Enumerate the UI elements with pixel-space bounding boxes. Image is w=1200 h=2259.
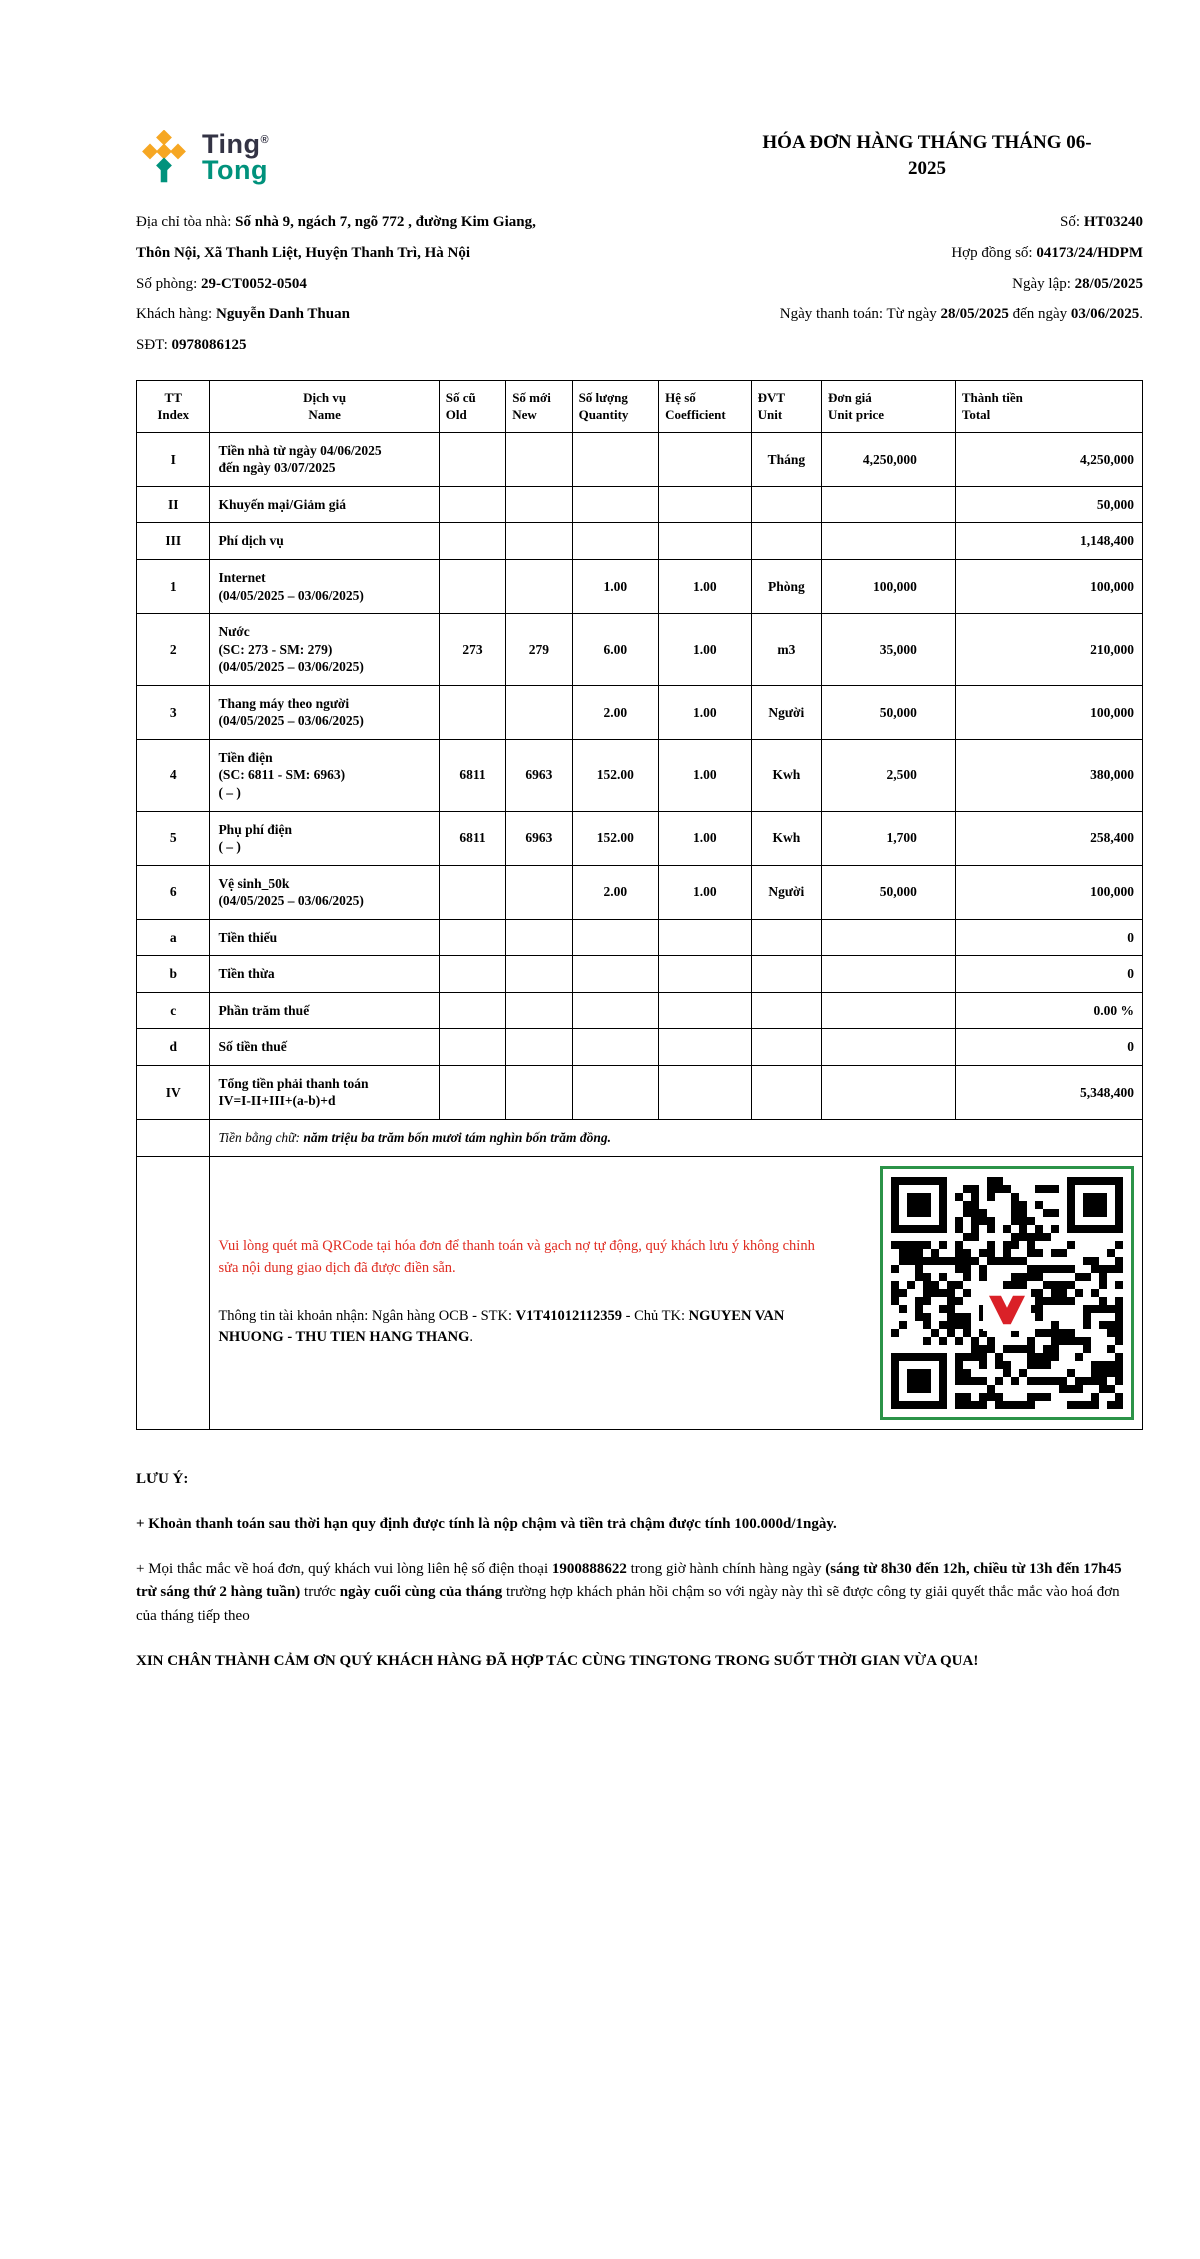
payment-period: Ngày thanh toán: Từ ngày 28/05/2025 đến ngày 03/06/2025. [779,306,1143,323]
cell-total: 100,000 [955,865,1142,919]
contract-number: Hợp đồng số: 04173/24/HDPM [951,244,1143,261]
cell-new [506,919,572,956]
amount-in-words: Tiền bằng chữ: năm triệu ba trăm bốn mươi tám nghìn bốn trăm đồng. [210,1119,1143,1156]
table-row [137,486,1143,523]
thank-you-message: XIN CHÂN THÀNH CẢM ƠN QUÝ KHÁCH HÀNG ĐÃ HỢP TÁC CÙNG TINGTONG TRONG SUỐT THỜI GIAN VỪA QUA! [136,1652,979,1669]
cell-quantity [572,956,659,993]
cell-coefficient [659,919,752,956]
col-header-new: Số mới New [506,380,572,432]
customer-name: Khách hàng: Nguyễn Danh Thuan [136,306,350,323]
cell-new: 6963 [506,811,572,865]
cell-name: Khuyến mại/Giảm giá [210,486,439,523]
cell-new [506,865,572,919]
cell-total: 5,348,400 [955,1065,1142,1119]
note-contact: + Mọi thắc mắc về hoá đơn, quý khách vui lòng liên hệ số điện thoại 1900888622 trong giờ hành chính hàng ngày (sáng từ 8h30 đến 12h, chiều từ 13h đến 17h45 trừ sáng thứ 2 hàng tuần) trước ngày cuối cùng của tháng trường hợp khách phản hồi chậm so với ngày này thì sẽ được công ty giải quyết thắc mắc vào hoá đơn của tháng tiếp theo [136,1561,1122,1624]
cell-quantity [572,919,659,956]
cell-unit-price: 100,000 [822,560,956,614]
cell-total: 258,400 [955,811,1142,865]
cell-total: 0 [955,919,1142,956]
cell-coefficient: 1.00 [659,865,752,919]
invoice-meta [136,212,1143,366]
cell-unit [751,486,821,523]
cell-quantity [572,1065,659,1119]
cell-unit: Phòng [751,560,821,614]
cell-unit-price: 35,000 [822,614,956,686]
cell-new [506,1029,572,1066]
cell-unit: Tháng [751,432,821,486]
cell-coefficient [659,523,752,560]
cell-new [506,685,572,739]
cell-total: 100,000 [955,685,1142,739]
cell-unit: m3 [751,614,821,686]
note-late-payment: + Khoản thanh toán sau thời hạn quy định được tính là nộp chậm và tiền trả chậm được tính 100.000d/1ngày. [136,1515,837,1532]
cell-empty [137,1119,210,1156]
qr-instruction-text: Vui lòng quét mã QRCode tại hóa đơn để thanh toán và gạch nợ tự động, quý khách lưu ý không chỉnh sửa nội dung giao dịch đã được điền sẵn. [218,1238,815,1276]
col-header-unit: ĐVT Unit [751,380,821,432]
cell-new: 279 [506,614,572,686]
cell-unit [751,956,821,993]
cell-name: Tổng tiền phải thanh toán IV=I-II+III+(a-b)+d [210,1065,439,1119]
cell-index: 4 [137,739,210,811]
cell-old [439,1065,505,1119]
cell-old [439,1029,505,1066]
cell-index: II [137,486,210,523]
cell-unit-price [822,956,956,993]
logo-wordmark [202,129,270,185]
cell-name: Nước (SC: 273 - SM: 279) (04/05/2025 – 03/06/2025) [210,614,439,686]
cell-coefficient: 1.00 [659,739,752,811]
table-row [137,1065,1143,1119]
cell-index: b [137,956,210,993]
cell-total: 1,148,400 [955,523,1142,560]
col-header-unit-price: Đơn giá Unit price [822,380,956,432]
cell-new [506,560,572,614]
tingtong-logo [136,130,269,186]
cell-new [506,523,572,560]
cell-total: 50,000 [955,486,1142,523]
cell-unit-price: 50,000 [822,685,956,739]
cell-unit [751,919,821,956]
cell-unit: Người [751,865,821,919]
cell-index: 6 [137,865,210,919]
cell-quantity [572,486,659,523]
cell-unit: Kwh [751,739,821,811]
logo-text-tong: Tong [202,155,268,185]
table-row [137,811,1143,865]
payment-qr-row [137,1156,1143,1429]
cell-total: 4,250,000 [955,432,1142,486]
cell-old [439,865,505,919]
invoice-title: HÓA ĐƠN HÀNG THÁNG THÁNG 06-2025 [762,132,1092,179]
customer-phone: SĐT: 0978086125 [136,337,247,353]
cell-new [506,992,572,1029]
cell-quantity [572,523,659,560]
building-address: Địa chỉ tòa nhà: Số nhà 9, ngách 7, ngõ 772 , đường Kim Giang, [136,214,536,230]
cell-name: Internet (04/05/2025 – 03/06/2025) [210,560,439,614]
cell-name: Tiền thiếu [210,919,439,956]
cell-unit-price [822,523,956,560]
table-header-row [137,380,1143,432]
cell-unit [751,1065,821,1119]
cell-unit-price: 2,500 [822,739,956,811]
cell-unit [751,992,821,1029]
cell-quantity [572,992,659,1029]
cell-index: 1 [137,560,210,614]
col-header-old: Số cũ Old [439,380,505,432]
cell-new: 6963 [506,739,572,811]
cell-quantity: 152.00 [572,811,659,865]
cell-coefficient [659,992,752,1029]
cell-name: Số tiền thuế [210,1029,439,1066]
table-row [137,614,1143,686]
cell-unit [751,523,821,560]
cell-quantity [572,1029,659,1066]
cell-index: d [137,1029,210,1066]
logo-text-ting: Ting® [202,129,270,160]
invoice-table-body [137,432,1143,1119]
footer-notes [136,1468,1143,1674]
cell-unit-price: 1,700 [822,811,956,865]
cell-index: I [137,432,210,486]
table-row [137,919,1143,956]
cell-new [506,1065,572,1119]
cell-index: 3 [137,685,210,739]
cell-old [439,486,505,523]
cell-coefficient [659,432,752,486]
tingtong-logo-icon [136,130,192,186]
table-row [137,560,1143,614]
cell-quantity: 6.00 [572,614,659,686]
col-header-quantity: Số lượng Quantity [572,380,659,432]
qr-code-frame [880,1166,1134,1420]
cell-quantity [572,432,659,486]
account-info: Thông tin tài khoản nhận: Ngân hàng OCB - STK: V1T41012112359 - Chủ TK: NGUYEN VAN NHUONG - THU TIEN HANG THANG. [218,1307,785,1346]
invoice-number: Số: HT03240 [1060,214,1143,230]
cell-name: Phụ phí điện ( – ) [210,811,439,865]
issue-date: Ngày lập: 28/05/2025 [1012,275,1143,292]
cell-coefficient [659,486,752,523]
cell-old [439,523,505,560]
cell-index: 5 [137,811,210,865]
cell-name: Phần trăm thuế [210,992,439,1029]
cell-unit-price: 50,000 [822,865,956,919]
cell-old [439,560,505,614]
cell-unit-price [822,1065,956,1119]
cell-old [439,956,505,993]
cell-unit-price: 4,250,000 [822,432,956,486]
col-header-name: Dịch vụ Name [210,380,439,432]
cell-name: Thang máy theo người (04/05/2025 – 03/06/2025) [210,685,439,739]
room-number: Số phòng: 29-CT0052-0504 [136,275,307,292]
vietqr-v-icon [983,1289,1031,1331]
cell-coefficient: 1.00 [659,811,752,865]
cell-quantity: 2.00 [572,865,659,919]
cell-coefficient [659,1029,752,1066]
invoice-table [136,380,1143,1430]
cell-name: Tiền điện (SC: 6811 - SM: 6963) ( – ) [210,739,439,811]
col-header-coefficient: Hệ số Coefficient [659,380,752,432]
payment-instructions [218,1236,838,1349]
cell-old [439,685,505,739]
customer-info [136,212,660,366]
col-header-index: TT Index [137,380,210,432]
cell-coefficient: 1.00 [659,560,752,614]
cell-index: IV [137,1065,210,1119]
cell-total: 380,000 [955,739,1142,811]
table-row [137,1029,1143,1066]
cell-index: III [137,523,210,560]
cell-unit: Kwh [751,811,821,865]
building-address-line2: Thôn Nội, Xã Thanh Liệt, Huyện Thanh Trì, Hà Nội [136,244,470,261]
cell-unit-price [822,919,956,956]
table-row [137,865,1143,919]
table-row [137,956,1143,993]
registered-mark: ® [260,134,270,147]
cell-name: Tiền thừa [210,956,439,993]
cell-quantity: 1.00 [572,560,659,614]
cell-unit: Người [751,685,821,739]
cell-old: 6811 [439,739,505,811]
cell-name: Phí dịch vụ [210,523,439,560]
invoice-numbers [680,212,1143,366]
table-row [137,432,1143,486]
table-row [137,992,1143,1029]
cell-new [506,956,572,993]
cell-new [506,486,572,523]
cell-old: 273 [439,614,505,686]
cell-index: c [137,992,210,1029]
payment-section [210,1156,1143,1429]
table-row [137,523,1143,560]
table-row [137,685,1143,739]
cell-total: 100,000 [955,560,1142,614]
cell-name: Vệ sinh_50k (04/05/2025 – 03/06/2025) [210,865,439,919]
cell-old [439,919,505,956]
cell-quantity: 2.00 [572,685,659,739]
cell-total: 210,000 [955,614,1142,686]
col-header-total: Thành tiền Total [955,380,1142,432]
cell-total: 0.00 % [955,992,1142,1029]
table-row [137,739,1143,811]
cell-coefficient: 1.00 [659,685,752,739]
notes-title: LƯU Ý: [136,1470,189,1487]
cell-old [439,992,505,1029]
header [136,130,1143,186]
cell-coefficient: 1.00 [659,614,752,686]
cell-coefficient [659,1065,752,1119]
cell-unit-price [822,1029,956,1066]
cell-empty [137,1156,210,1429]
cell-unit-price [822,486,956,523]
cell-total: 0 [955,956,1142,993]
cell-index: a [137,919,210,956]
cell-coefficient [659,956,752,993]
cell-old: 6811 [439,811,505,865]
cell-new [506,432,572,486]
cell-quantity: 152.00 [572,739,659,811]
cell-unit [751,1029,821,1066]
cell-index: 2 [137,614,210,686]
amount-in-words-row [137,1119,1143,1156]
cell-unit-price [822,992,956,1029]
cell-old [439,432,505,486]
cell-total: 0 [955,1029,1142,1066]
cell-name: Tiền nhà từ ngày 04/06/2025 đến ngày 03/07/2025 [210,432,439,486]
